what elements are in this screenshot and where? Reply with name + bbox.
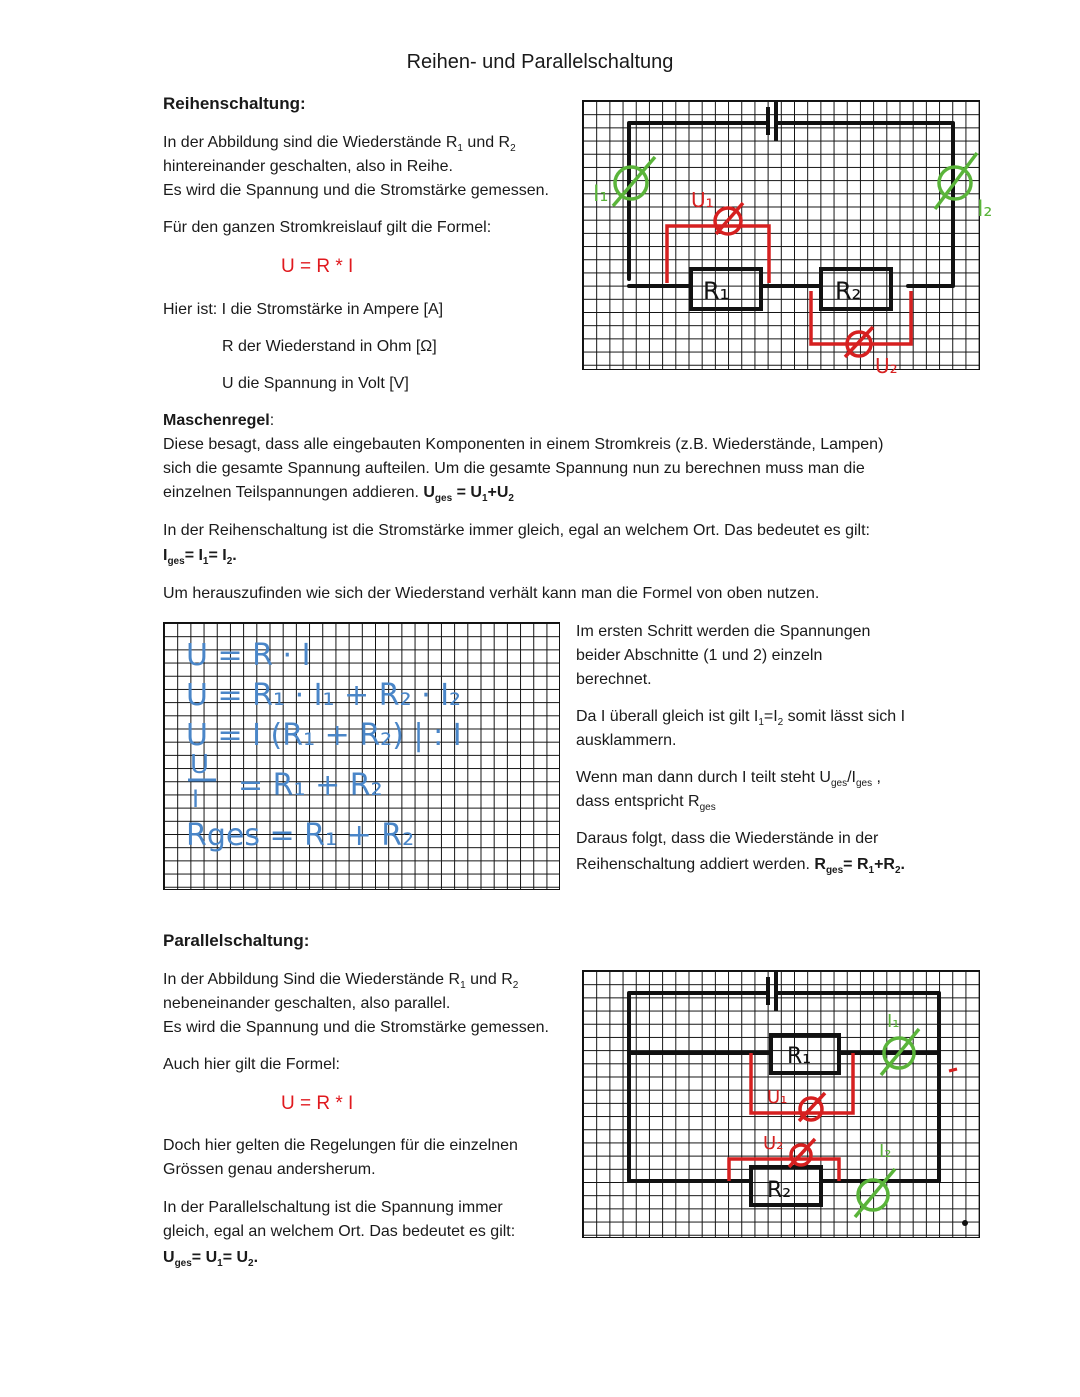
hand-line-5: Rges = R₁ + R₂ bbox=[186, 818, 415, 853]
parallel-circuit-diagram bbox=[582, 970, 980, 1238]
reihen-def-2: R der Wiederstand in Ohm [Ω] bbox=[222, 338, 437, 355]
u1-label: U₁ bbox=[691, 188, 714, 212]
reihen-def-3: U die Spannung in Volt [V] bbox=[222, 375, 409, 392]
i2-parallel-label: I₂ bbox=[879, 1141, 892, 1162]
red-ink-mark bbox=[949, 1069, 957, 1071]
i2-label: I₂ bbox=[977, 197, 993, 222]
hand-line-1: U = R · I bbox=[186, 638, 311, 673]
reihen-heading: Reihenschaltung: bbox=[163, 94, 306, 113]
strom-formula: $I_{ges}= I_1= I_2$. bbox=[163, 547, 237, 568]
i1-label: I₁ bbox=[593, 182, 609, 207]
maschen-line-1: Diese besagt, dass alle eingebauten Komponenten in einem Stromkreis (z.B. Wiederstände, Lampen) bbox=[163, 436, 884, 453]
r2-label: R₂ bbox=[835, 277, 862, 305]
series-circuit-diagram bbox=[582, 100, 993, 378]
series-circuit-drawing bbox=[583, 101, 993, 378]
hand-line-3: U = I (R₁ + R₂) | : I bbox=[186, 718, 462, 753]
reihen-formula-intro: Für den ganzen Stromkreislauf gilt die Formel: bbox=[163, 219, 492, 236]
parallel-spannung-2: gleich, egal an welchem Ort. Das bedeutet es gilt: bbox=[163, 1223, 516, 1240]
parallel-intro-2: nebeneinander geschalten, also parallel. bbox=[163, 995, 451, 1012]
maschen-line-2: sich die gesamte Spannung aufteilen. Um die gesamte Spannung nun zu berechnen muss man die bbox=[163, 460, 865, 477]
ammeter-i2 bbox=[935, 153, 977, 209]
battery-symbol-2 bbox=[768, 971, 776, 1011]
step-3a: Wenn man dann durch I teilt steht $U_{ges}/I_{ges}$ , bbox=[576, 769, 881, 790]
step-1b: beider Abschnitte (1 und 2) einzeln bbox=[576, 647, 823, 664]
series-wires bbox=[629, 123, 953, 286]
ammeter-i2-parallel bbox=[855, 1169, 895, 1217]
page-title: Reihen- und Parallelschaltung bbox=[406, 51, 674, 73]
step-1a: Im ersten Schritt werden die Spannungen bbox=[576, 623, 871, 640]
step-1c: berechnet. bbox=[576, 671, 652, 688]
r1-parallel-label: R₁ bbox=[787, 1044, 812, 1069]
hand-line-4-rest: = R₁ + R₂ bbox=[238, 768, 383, 803]
derivation-grid bbox=[163, 622, 560, 890]
battery-symbol bbox=[768, 101, 776, 141]
u2-label: U₂ bbox=[875, 354, 898, 378]
parallel-formula: U = R * I bbox=[281, 1093, 354, 1114]
parallel-circuit-drawing bbox=[583, 971, 981, 1239]
u1-parallel-label: U₁ bbox=[767, 1087, 788, 1108]
parallel-formula-u: $U_{ges}= U_1= U_2$. bbox=[163, 1249, 259, 1270]
step-4b: Reihenschaltung addiert werden. $R_{ges}= R_1+R_2$. bbox=[576, 856, 905, 877]
parallel-intro-3: Es wird die Spannung und die Stromstärke gemessen. bbox=[163, 1019, 549, 1036]
strom-line-1: In der Reihenschaltung ist die Stromstärke immer gleich, egal an welchem Ort. Das bedeutet es gilt: bbox=[163, 522, 870, 539]
i1-parallel-label: I₁ bbox=[887, 1011, 900, 1032]
maschen-line-3: einzelnen Teilspannungen addieren. $U_{ges} = U_1+U_2$ bbox=[163, 484, 514, 505]
reihen-intro-3: Es wird die Spannung und die Stromstärke gemessen. bbox=[163, 182, 549, 199]
widerstand-line: Um herauszufinden wie sich der Wiederstand verhält kann man die Formel von oben nutzen. bbox=[163, 585, 820, 602]
ink-dot bbox=[962, 1220, 968, 1226]
hand-line-2: U = R₁ · I₁ + R₂ · I₂ bbox=[186, 678, 462, 713]
u2-parallel-label: U₂ bbox=[763, 1133, 784, 1154]
step-4a: Daraus folgt, dass die Wiederstände in der bbox=[576, 830, 879, 847]
derivation-handwriting bbox=[164, 623, 561, 891]
parallel-formula-intro: Auch hier gilt die Formel: bbox=[163, 1056, 340, 1073]
parallel-intro-1: In der Abbildung Sind die Wiederstände $R_1$ und $R_2$ bbox=[163, 971, 519, 992]
parallel-spannung-1: In der Parallelschaltung ist die Spannung immer bbox=[163, 1199, 503, 1216]
parallel-regel-1: Doch hier gelten die Regelungen für die einzelnen bbox=[163, 1137, 518, 1154]
step-2b: ausklammern. bbox=[576, 732, 677, 749]
parallel-heading: Parallelschaltung: bbox=[163, 931, 310, 950]
r1-label: R₁ bbox=[703, 277, 730, 305]
reihen-intro-1: In der Abbildung sind die Wiederstände $R_1$ und $R_2$ bbox=[163, 134, 516, 155]
r2-parallel-label: R₂ bbox=[767, 1178, 792, 1203]
ammeter-i1 bbox=[613, 157, 655, 206]
parallel-regel-2: Grössen genau andersherum. bbox=[163, 1161, 376, 1178]
hand-line-4-num: U bbox=[190, 750, 210, 780]
step-2a: Da I überall gleich ist gilt $I_1=I_2$ somit lässt sich I bbox=[576, 708, 906, 729]
reihen-formula: U = R * I bbox=[281, 256, 354, 277]
hand-line-4-den: I bbox=[192, 785, 200, 813]
maschen-heading: Maschenregel: bbox=[163, 412, 275, 429]
reihen-def-1: Hier ist: I die Stromstärke in Ampere [A] bbox=[163, 301, 444, 318]
step-3b: dass entspricht $R_{ges}$ bbox=[576, 793, 716, 814]
reihen-intro-2: hintereinander geschalten, also in Reihe. bbox=[163, 158, 453, 175]
